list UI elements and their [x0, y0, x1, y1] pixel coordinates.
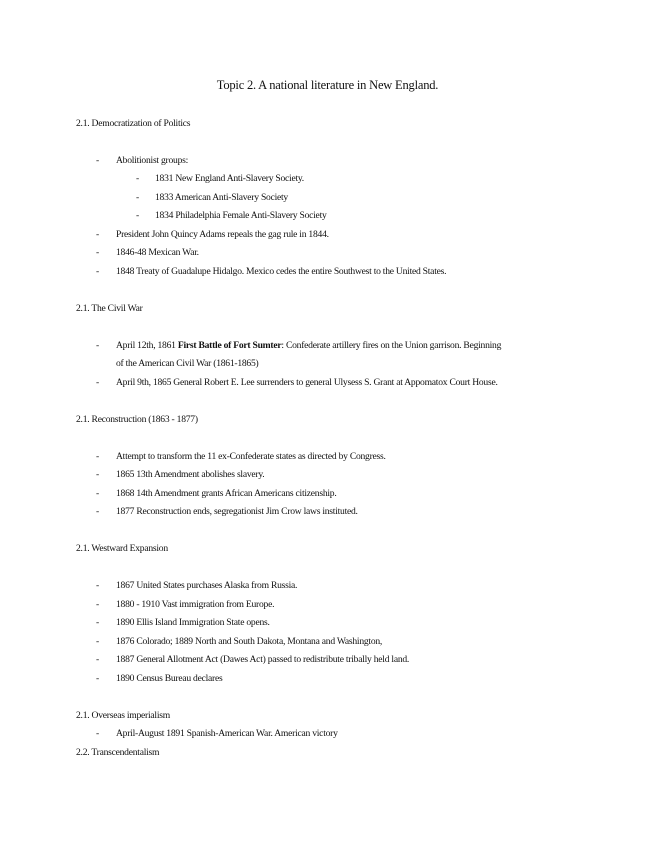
- list-item: April-August 1891 Spanish-American War. American victory: [116, 728, 338, 739]
- sub-list-item: 1834 Philadelphia Female Anti-Slavery Society: [155, 210, 327, 221]
- bullet-dash: -: [136, 192, 140, 203]
- bullet-dash: -: [96, 636, 100, 647]
- list-item: 1890 Census Bureau declares: [116, 673, 223, 684]
- page-title: Topic 2. A national literature in New England.: [216, 78, 439, 92]
- list-item: 1868 14th Amendment grants African Americans citizenship.: [116, 488, 337, 499]
- bullet-dash: -: [136, 173, 140, 184]
- bullet-dash: -: [96, 451, 100, 462]
- sub-list-item: 1833 American Anti-Slavery Society: [155, 192, 288, 203]
- list-item: Abolitionist groups:: [116, 155, 189, 166]
- list-item: President John Quincy Adams repeals the gag rule in 1844.: [116, 229, 329, 240]
- bullet-dash: -: [96, 247, 100, 258]
- list-item: April 9th, 1865 General Robert E. Lee surrenders to general Ulysess S. Grant at Appomatox Court House.: [116, 377, 498, 388]
- list-item: [116, 340, 501, 352]
- section-heading: 2.1. The Civil War: [76, 303, 143, 314]
- bold-event-name: First Battle of Fort Sumter: [177, 340, 282, 351]
- list-item: 1876 Colorado; 1889 North and South Dakota, Montana and Washington,: [116, 636, 383, 647]
- bullet-dash: -: [136, 210, 140, 221]
- list-item-continuation: of the American Civil War (1861-1865): [116, 358, 259, 369]
- bullet-dash: -: [96, 266, 100, 277]
- bullet-dash: -: [96, 728, 100, 739]
- bullet-dash: -: [96, 488, 100, 499]
- list-item: 1877 Reconstruction ends, segregationist Jim Crow laws instituted.: [116, 506, 358, 517]
- section-heading: 2.1. Democratization of Politics: [76, 118, 191, 129]
- bullet-dash: -: [96, 673, 100, 684]
- bullet-dash: -: [96, 340, 100, 351]
- bullet-dash: -: [96, 155, 100, 166]
- list-item: 1890 Ellis Island Immigration State opens.: [116, 617, 270, 628]
- bullet-dash: -: [96, 229, 100, 240]
- item-text-before: April 12th, 1861: [116, 340, 178, 351]
- list-item: 1865 13th Amendment abolishes slavery.: [116, 469, 265, 480]
- bullet-dash: -: [96, 654, 100, 665]
- section-heading: 2.1. Overseas imperialism: [76, 710, 170, 721]
- list-item: Attempt to transform the 11 ex-Confederate states as directed by Congress.: [116, 451, 386, 462]
- section-heading: 2.1. Reconstruction (1863 - 1877): [76, 414, 198, 425]
- bullet-dash: -: [96, 377, 100, 388]
- bullet-dash: -: [96, 580, 100, 591]
- section-heading: 2.1. Westward Expansion: [76, 543, 168, 554]
- list-item: 1887 General Allotment Act (Dawes Act) passed to redistribute tribally held land.: [116, 654, 410, 665]
- sub-list-item: 1831 New England Anti-Slavery Society.: [155, 173, 304, 184]
- list-item: 1848 Treaty of Guadalupe Hidalgo. Mexico cedes the entire Southwest to the United States.: [116, 266, 447, 277]
- bullet-dash: -: [96, 506, 100, 517]
- bullet-dash: -: [96, 617, 100, 628]
- section-heading: 2.2. Transcendentalism: [76, 747, 160, 758]
- list-item: 1867 United States purchases Alaska from Russia.: [116, 580, 298, 591]
- bullet-dash: -: [96, 469, 100, 480]
- item-text-after: : Confederate artillery fires on the Union garrison. Beginning: [281, 340, 502, 351]
- bullet-dash: -: [96, 599, 100, 610]
- list-item: 1846-48 Mexican War.: [116, 247, 199, 258]
- list-item: 1880 - 1910 Vast immigration from Europe.: [116, 599, 275, 610]
